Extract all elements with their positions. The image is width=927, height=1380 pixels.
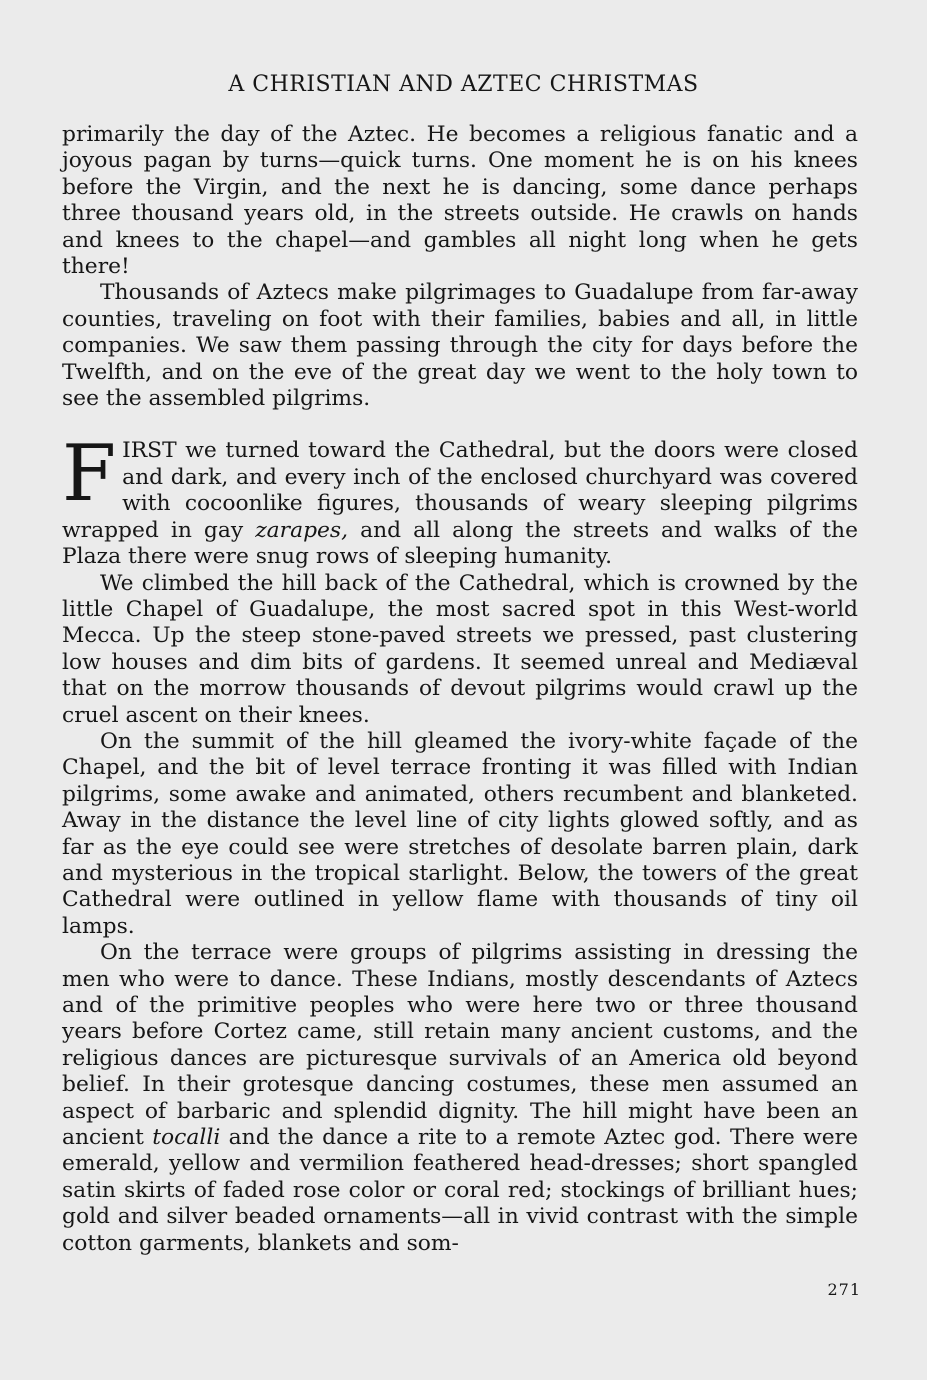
italic-term-zarapes: zarapes, <box>255 517 349 543</box>
page-number: 271 <box>827 1280 861 1299</box>
drop-cap: F <box>62 429 117 520</box>
paragraph-6-text-a: On the terrace were groups of pilgrims assisting in dressing the men who were to dance. These Indians, mostly descendants of Aztecs and of the primitive peoples who were here two or three thousand years before Cortez came, still retain many ancient customs, and the religious dances are picturesque survivals of an America old beyond belief. In their grotesque dancing costumes, these men assumed an aspect of barbaric and splendid dignity. The hill might have been an ancient <box>62 940 858 1151</box>
body-text <box>62 122 858 1257</box>
paragraph-1: primarily the day of the Aztec. He becomes a religious fanatic and a joyous pagan by turns—quick turns. One moment he is on his knees before the Virgin, and the next he is dancing, some dance perhaps three thousand years old, in the streets outside. He crawls on hands and knees to the chapel—and gambles all night long when he gets there! <box>62 122 858 280</box>
running-head: A CHRISTIAN AND AZTEC CHRISTMAS <box>228 72 699 97</box>
paragraph-3 <box>62 429 858 570</box>
paragraph-6 <box>62 940 858 1257</box>
section-break <box>62 412 858 438</box>
lead-in: IRST <box>122 438 177 464</box>
paragraph-5: On the summit of the hill gleamed the ivory-white façade of the Chapel, and the bit of level terrace fronting it was filled with Indian pilgrims, some awake and animated, others recumbent and blanketed. Away in the distance the level line of city lights glowed softly, and as far as the eye could see were stretches of desolate barren plain, dark and mysterious in the tropical starlight. Below, the towers of the great Cathedral were outlined in yellow flame with thousands of tiny oil lamps. <box>62 728 858 939</box>
paragraph-6-text-b: and the dance a rite to a remote Aztec god. There were emerald, yellow and vermilion feathered head-dresses; short spangled satin skirts of faded rose color or coral red; stockings of brilliant hues; gold and silver beaded ornaments—all in vivid contrast with the simple cotton garments, blankets and som- <box>62 1125 859 1256</box>
paragraph-4: We climbed the hill back of the Cathedral, which is crowned by the little Chapel of Guadalupe, the most sacred spot in this West-world Mecca. Up the steep stone-paved streets we pressed, past clustering low houses and dim bits of gardens. It seemed unreal and Mediæval that on the morrow thousands of devout pilgrims would crawl up the cruel ascent on their knees. <box>62 570 858 728</box>
italic-term-tocalli: tocalli <box>152 1125 221 1151</box>
paragraph-3-text-b: and all along the streets and walks of the Plaza there were snug rows of sleeping humanity. <box>62 517 858 570</box>
paragraph-3-text-a: we turned toward the Cathedral, but the doors were closed and dark, and every inch of the enclosed churchyard was covered with cocoonlike figures, thousands of weary sleeping pilgrims wrapped in gay <box>62 438 858 543</box>
paragraph-2: Thousands of Aztecs make pilgrimages to Guadalupe from far-away counties, traveling on foot with their families, babies and all, in little companies. We saw them passing through the city for days before the Twelfth, and on the eve of the great day we went to the holy town to see the assembled pilgrims. <box>62 280 858 412</box>
